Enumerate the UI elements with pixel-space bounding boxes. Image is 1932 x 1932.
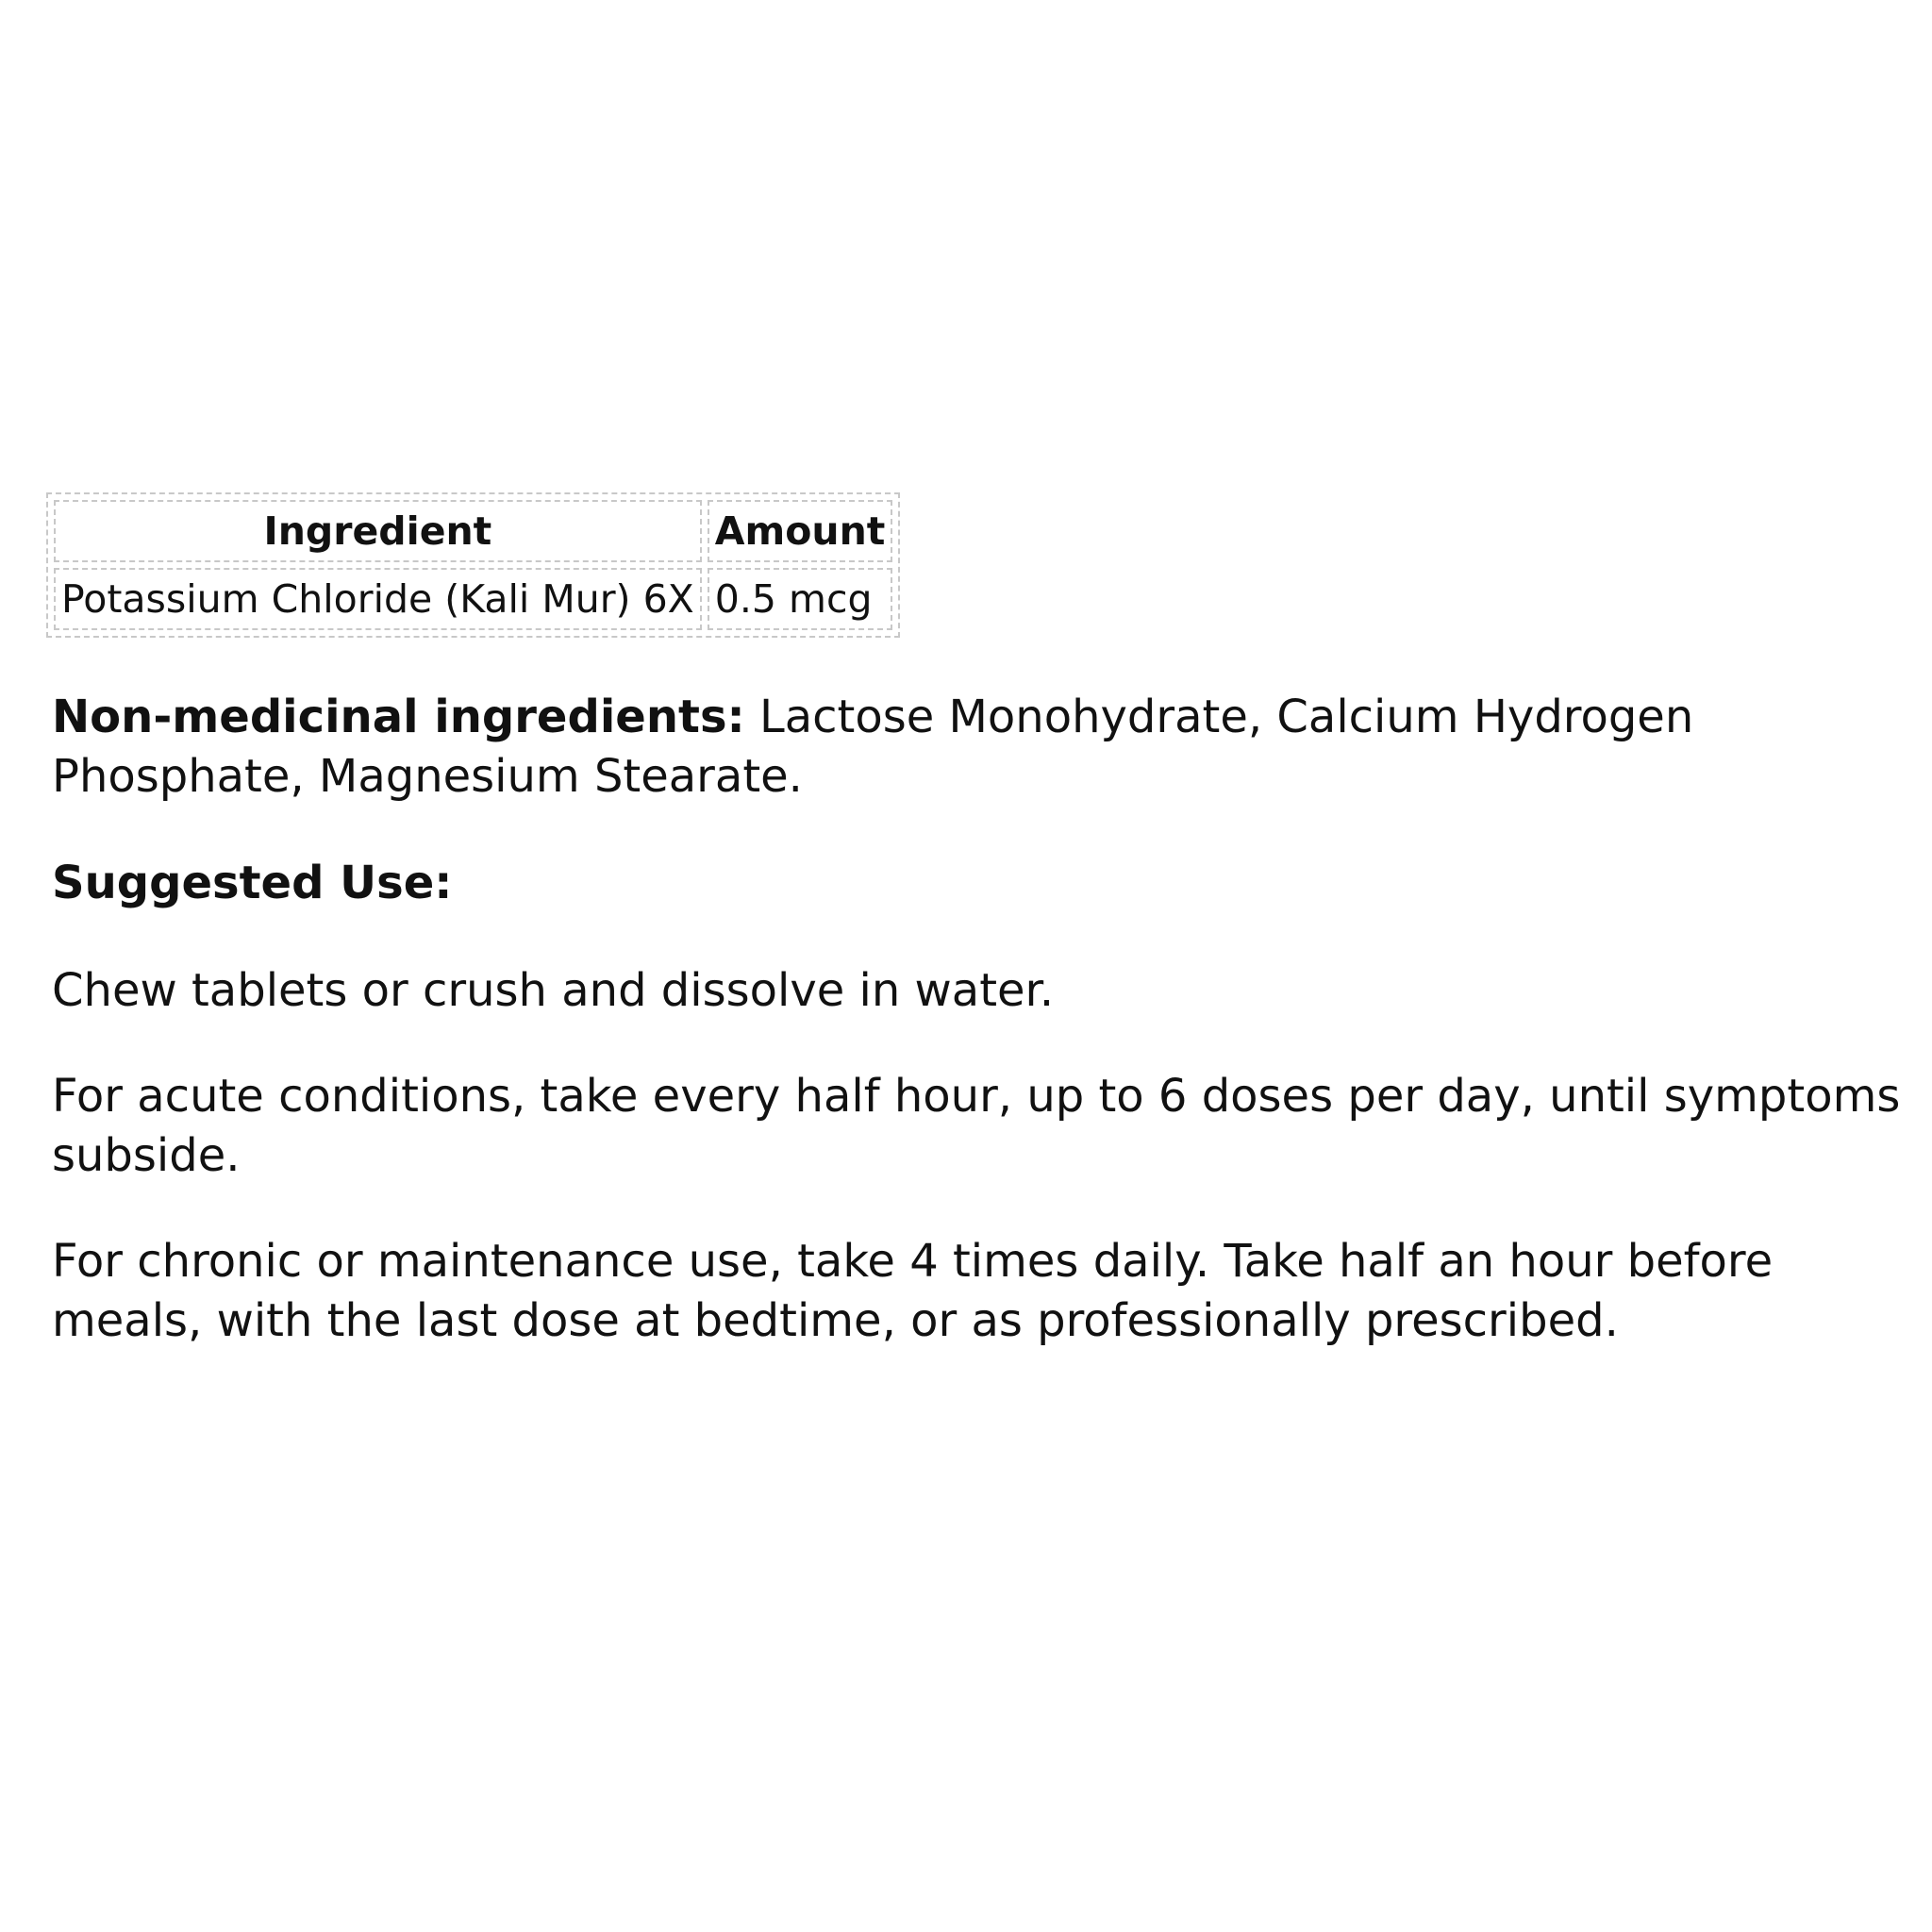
- table-row: [54, 568, 892, 630]
- non-medicinal-text: Lactose Monohydrate, Calcium Hydrogen Phosphate, Magnesium Stearate.: [52, 691, 1694, 803]
- usage-paragraph: Chew tablets or crush and dissolve in water.: [52, 964, 1055, 1017]
- table-header-row: [54, 500, 892, 562]
- amount-cell: 0.5 mcg: [708, 568, 893, 630]
- non-medicinal-label: Non-medicinal ingredients:: [52, 691, 745, 743]
- product-info: [52, 492, 1901, 1351]
- ingredient-header: Ingredient: [54, 500, 702, 562]
- ingredient-cell: Potassium Chloride (Kali Mur) 6X: [54, 568, 702, 630]
- suggested-use-heading: Suggested Use:: [52, 857, 453, 909]
- ingredients-table: [46, 492, 900, 638]
- usage-paragraph: For chronic or maintenance use, take 4 times daily. Take half an hour before meals, with the last dose at bedtime, or as professionally prescribed.: [52, 1235, 1774, 1347]
- non-medicinal-ingredients: [52, 688, 1901, 807]
- amount-header: Amount: [708, 500, 893, 562]
- usage-paragraph: For acute conditions, take every half hour, up to 6 doses per day, until symptoms subside.: [52, 1070, 1901, 1182]
